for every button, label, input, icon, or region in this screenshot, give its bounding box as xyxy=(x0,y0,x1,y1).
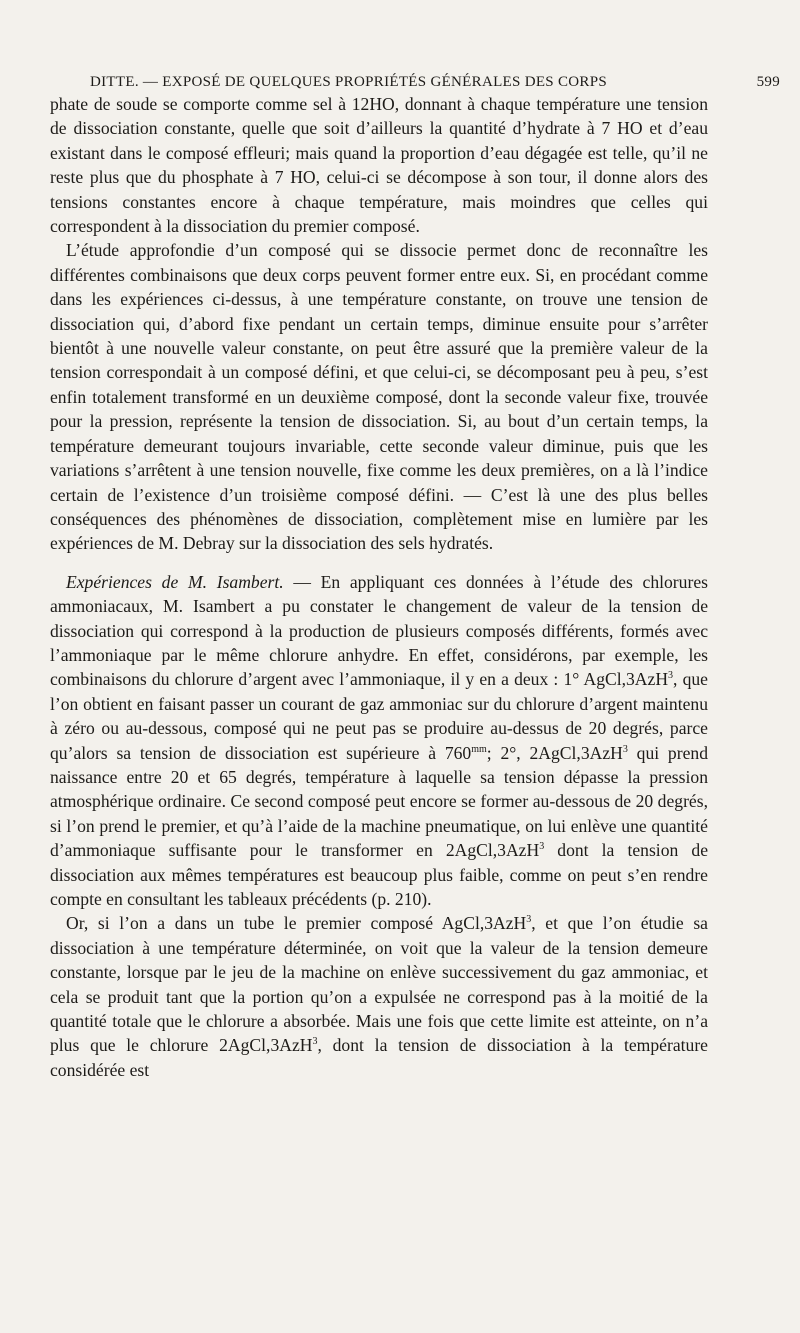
running-head-title: DITTE. — EXPOSÉ DE QUELQUES PROPRIÉTÉS GÉNÉRALES DES CORPS xyxy=(90,74,608,90)
body-text xyxy=(50,92,708,1082)
text-run: Or, si l’on a dans un tube le premier composé AgCl,3AzH xyxy=(66,913,527,934)
text-run: ; 2°, 2AgCl,3AzH xyxy=(486,742,623,763)
section-heading-isambert: Expériences de M. Isambert. xyxy=(66,571,284,592)
superscript: 3 xyxy=(539,841,545,853)
superscript: 3 xyxy=(312,1036,318,1048)
superscript: 3 xyxy=(668,670,674,682)
text-run: — En appliquant ces données à l’étude des chlorures ammoniacaux, M. Isambert a pu constater le changement de valeur de la tension de dissociation qui correspond à la production de plusieurs composés différents, formés avec l’ammoniaque par le même chlorure anhydre. En effet, considérons, par exemple, les combinaisons du chlorure d’argent avec l’ammoniaque, il y en a deux : 1° AgCl,3AzH xyxy=(50,571,708,690)
paragraph-phosphate: phate de soude se comporte comme sel à 12HO, donnant à chaque température une tension de dissociation constante, quelle que soit d’ailleurs la quantité d’hydrate à 7 HO et d’eau existant dans le composé effleuri; mais quand la proportion d’eau dégagée est telle, qu’il ne reste plus que du phosphate à 7 HO, celui-ci se décompose à son tour, il donne alors des tensions constantes encore à chaque température, mais moindres que celles qui correspondent à la dissociation du premier composé. xyxy=(50,94,708,237)
superscript-mm: mm xyxy=(471,743,487,755)
running-header xyxy=(90,74,780,91)
text-run: , dont la tension de dissociation à la température considérée est xyxy=(50,1035,708,1080)
superscript: 3 xyxy=(526,914,532,926)
superscript: 3 xyxy=(622,743,628,755)
text-run: qui prend naissance entre 20 et 65 degrés, température à laquelle sa tension dépasse la pression atmosphérique ordinaire. Ce second composé peut encore se former au-dessous de 20 degrés, si l’on prend le premier, et qu’à l’aide de la machine pneumatique, on lui enlève une quantité d’ammoniaque suffisante pour le transformer en 2AgCl,3AzH xyxy=(50,742,708,861)
page-number: 599 xyxy=(756,74,780,90)
text-run: , et que l’on étudie sa dissociation à une température déterminée, on voit que la valeur de la tension demeure constante, lorsque par le jeu de la machine on enlève successivement du gaz ammoniac, et cela se produit tant que la portion qu’on a expulsée ne correspond pas à la moitié de la quantité totale que le chlorure a absorbée. Mais une fois que cette limite est atteinte, on n’a plus que le chlorure 2AgCl,3AzH xyxy=(50,913,708,1056)
paragraph-or xyxy=(50,911,708,1082)
text-run: dont la tension de dissociation aux mêmes températures est beaucoup plus faible, comme on peut s’en rendre compte en consultant les tableaux précédents (p. 210). xyxy=(50,840,708,909)
text-run: , que l’on obtient en faisant passer un courant de gaz ammoniac sur du chlorure d’argent maintenu à zéro ou au-dessous, composé qui ne peut pas se produire au-dessus de 20 degrés, parce qu’alors sa tension de dissociation est supérieure à 760 xyxy=(50,669,708,763)
paragraph-study: L’étude approfondie d’un composé qui se dissocie permet donc de reconnaître les différentes combinaisons que deux corps peuvent former entre eux. Si, en procédant comme dans les expériences ci-dessus, à une température constante, on trouve une tension de dissociation qui, d’abord fixe pendant un certain temps, diminue ensuite pour s’arrêter bientôt à une nouvelle valeur constante, on peut être assuré que la première valeur de la tension correspondait à un composé défini, et que celui-ci, se décomposant peu à peu, s’est enfin totalement transformé en un deuxième composé, dont la seconde valeur fixe, trouvée pour la pression, représente la tension de dissociation. Si, au bout d’un certain temps, la température demeurant toujours invariable, cette seconde valeur diminue, puis que les variations s’arrêtent à une tension nouvelle, fixe comme les deux premières, on a là l’indice certain de l’existence d’un troisième composé défini. — C’est là une des plus belles conséquences des phénomènes de dissociation, complètement mise en lumière par les expériences de M. Debray sur la dissociation des sels hydratés. xyxy=(50,240,708,554)
paragraph-isambert xyxy=(50,570,708,912)
